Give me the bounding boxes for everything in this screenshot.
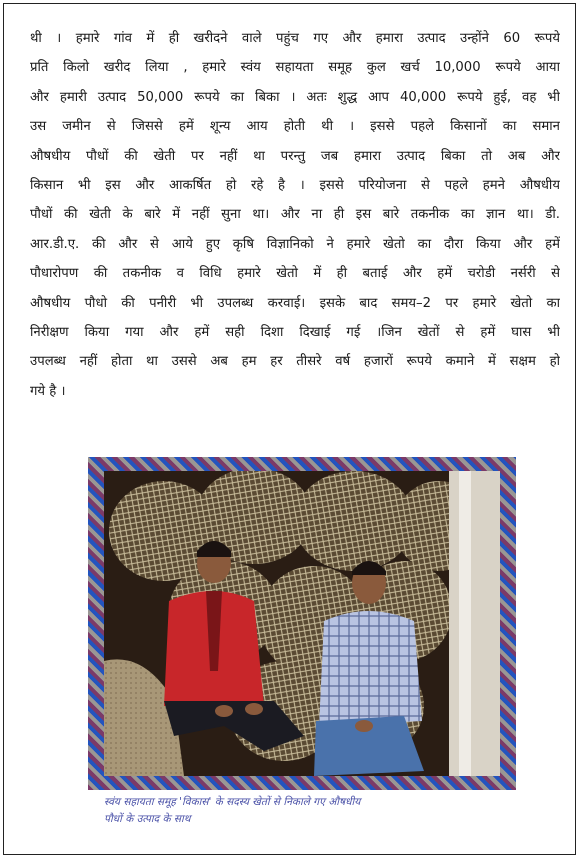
caption-line: स्वंय सहायता समूह 'विकास' के सदस्य खेतों से निकाले गए औषधीय (104, 796, 361, 808)
text-line: उपलब्ध नहीं होता था उससे अब हम हर तीसरे वर्ष हजारों रूपये कमाने में सक्षम हो (30, 354, 560, 370)
text-line: पौधारोपण की तकनीक व विधि हमारे खेतो में ही बताई और हमें चरोडी नर्सरी से (30, 266, 560, 282)
wall-right (449, 471, 500, 776)
text-line: प्रति किलो खरीद लिया , हमारे स्वंय सहायता समूह कुल खर्च 10,000 रूपये आया (30, 60, 560, 76)
text-line: गये है । (30, 383, 66, 399)
photo-illustration (104, 471, 500, 776)
caption-line: पौधों के उत्पाद के साथ (104, 813, 191, 825)
text-line: औषधीय पौधो की पनीरी भी उपलब्ध करवाई। इसके बाद समय–2 पर हमारे खेतो का (30, 295, 560, 311)
body-paragraph (30, 24, 560, 406)
text-line: औषधीय पौधों की खेती पर नहीं था परन्तु जब हमारा उत्पाद बिका तो अब और (30, 148, 560, 164)
text-line: और हमारी उत्पाद 50,000 रूपये का बिका । अतः शुद्ध आप 40,000 रूपये हुई, वह भी (30, 89, 560, 105)
text-line: पौधों की खेती के बारे में नहीं सुना था। और ना ही इस बारे तकनीक का ज्ञान था। डी. (30, 207, 560, 223)
handwritten-caption (104, 794, 544, 828)
text-line: थी । हमारे गांव में ही खरीदने वाले पहुंच गए और हमारा उत्पाद उन्होंने 60 रूपये (30, 31, 560, 46)
photograph-frame (88, 457, 516, 790)
text-line: आर.डी.ए. की और से आये हुए कृषि विज्ञानिको ने हमारे खेतो का दौरा किया और हमें (30, 236, 560, 252)
document-page (3, 3, 576, 855)
photograph (104, 471, 500, 776)
text-line: किसान भी इस और आकर्षित हो रहे है । इससे परियोजना से पहले हमने औषधीय (30, 177, 560, 193)
text-line: उस जमीन से जिससे हमें शून्य आय होती थी । इससे पहले किसानों का समान (30, 119, 560, 135)
text-line: निरीक्षण किया गया और हमें सही दिशा दिखाई गई ।जिन खेतों से हमें घास भी (30, 324, 560, 340)
